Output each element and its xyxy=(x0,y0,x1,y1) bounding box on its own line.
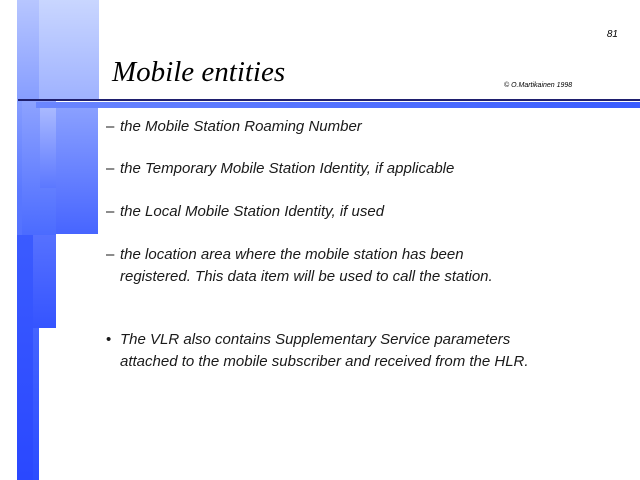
bullet-item xyxy=(106,201,384,223)
bullet-item xyxy=(106,116,362,138)
bullet-text: the Temporary Mobile Station Identity, if applicable xyxy=(120,160,455,177)
bullet-text-continuation: registered. This data item will be used to call the station. xyxy=(120,268,493,285)
decorative-bar xyxy=(17,235,33,480)
decorative-bar xyxy=(56,108,98,234)
dash-marker: – xyxy=(106,203,115,220)
title-underline-bar xyxy=(36,102,640,108)
title-divider xyxy=(18,99,640,101)
bullet-text: the Mobile Station Roaming Number xyxy=(120,118,362,135)
bullet-text: the location area where the mobile station has been xyxy=(120,246,464,263)
bullet-item xyxy=(106,329,529,373)
dash-marker: – xyxy=(106,160,115,177)
dash-marker: – xyxy=(106,118,115,135)
decorative-bar xyxy=(30,235,56,328)
slide-title: Mobile entities xyxy=(112,56,286,88)
bullet-text: the Local Mobile Station Identity, if used xyxy=(120,203,385,220)
bullet-item xyxy=(106,158,454,180)
bullet-text: The VLR also contains Supplementary Service parameters xyxy=(120,331,511,348)
page-number: 81 xyxy=(606,29,618,40)
bullet-text-continuation: attached to the mobile subscriber and received from the HLR. xyxy=(120,353,529,370)
dash-marker: – xyxy=(106,246,115,263)
bullet-marker: • xyxy=(106,331,112,348)
bullet-item xyxy=(106,244,493,288)
copyright-notice: © O.Martikainen 1998 xyxy=(504,82,573,89)
